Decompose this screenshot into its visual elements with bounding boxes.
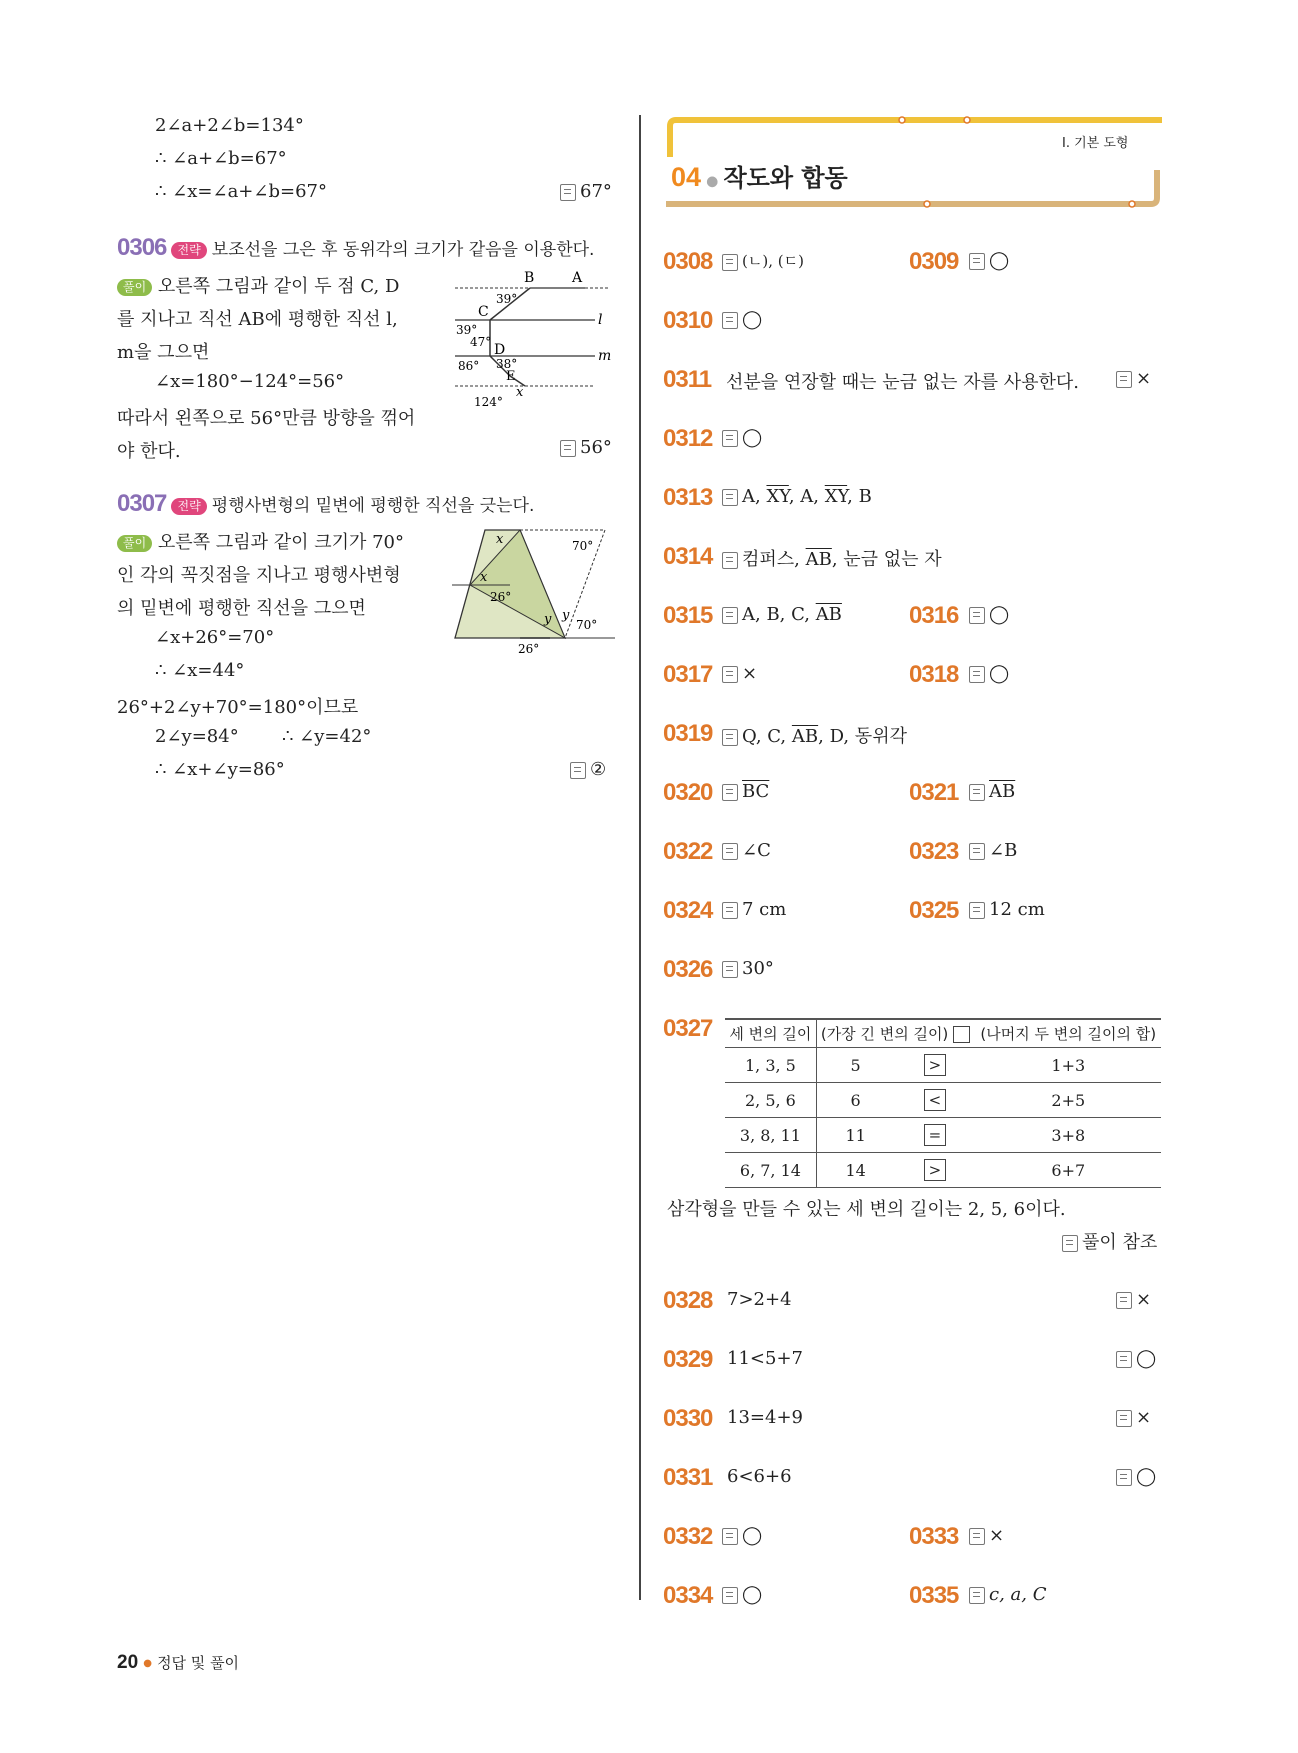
answer-value: ◯ (742, 427, 763, 448)
table-row (725, 1048, 1161, 1083)
table-row (725, 1118, 1161, 1153)
unit-label: I. 기본 도형 (1062, 136, 1129, 151)
problem-number: 0324 (663, 897, 713, 924)
answer-icon (570, 762, 586, 779)
answer-0332 (722, 1525, 762, 1546)
answer-0324 (722, 899, 786, 920)
answer-value: ② (590, 759, 607, 780)
answer-value: 풀이 참조 (1082, 1232, 1158, 1253)
answer-top (560, 181, 612, 202)
problem-number: 0322 (663, 838, 713, 865)
header-longest (816, 1019, 975, 1048)
solution-text: 오른쪽 그림과 같이 크기가 70° (157, 532, 404, 553)
answer-0321 (969, 781, 1015, 802)
angle-70-top: 70° (572, 539, 594, 553)
problem-number: 0310 (663, 307, 713, 334)
problem-number: 0309 (909, 248, 959, 275)
solution-line: ∴ ∠x+∠y=86° (155, 759, 285, 780)
problem-number: 0317 (663, 661, 713, 688)
inequality-0328: 7>2+4 (727, 1289, 792, 1310)
angle-70-right: 70° (576, 618, 598, 632)
answer-icon (1116, 1351, 1132, 1368)
answer-icon (560, 184, 576, 201)
answer-0306 (560, 437, 612, 458)
inequality-0331: 6<6+6 (727, 1466, 792, 1487)
solution-line: m을 그으면 (117, 342, 210, 363)
chapter-title-row: 04 ● 작도와 합동 (671, 162, 848, 192)
solution-line (117, 528, 404, 554)
answer-0327 (1062, 1228, 1157, 1254)
answer-icon (722, 489, 738, 506)
answer-value: × (1136, 1289, 1152, 1310)
solution-line: 따라서 왼쪽으로 56°만큼 방향을 꺾어 (117, 408, 416, 429)
answer-icon (722, 843, 738, 860)
answer-text: , B (847, 486, 872, 507)
compare-symbol: = (924, 1124, 946, 1146)
segment-label: $\overline{AB}$ (815, 604, 842, 625)
answer-icon (969, 253, 985, 270)
answer-0330 (1116, 1407, 1151, 1428)
angle-39-top: 39° (496, 292, 518, 306)
answer-value: 30° (742, 958, 774, 979)
answer-text: , D, 동위각 (818, 726, 907, 747)
solution-badge: 풀이 (117, 279, 152, 296)
compare-symbol: > (924, 1159, 946, 1181)
answer-icon (1116, 371, 1132, 388)
answer-value: × (1136, 1407, 1152, 1428)
answer-icon (722, 1528, 738, 1545)
problem-number: 0308 (663, 248, 713, 275)
answer-value: ◯ (742, 1584, 763, 1605)
cell-longest: 11 (816, 1118, 894, 1153)
angle-26-bottom: 26° (518, 642, 540, 656)
answer-value: ∠B (989, 840, 1018, 861)
cell-compare (894, 1153, 975, 1188)
answer-0308 (722, 250, 804, 271)
answer-0316 (969, 604, 1009, 625)
chapter-title: 작도와 합동 (723, 164, 848, 192)
answer-icon (1116, 1469, 1132, 1486)
problem-number: 0327 (663, 1015, 713, 1042)
solution-line (117, 272, 399, 298)
answer-0317 (722, 663, 757, 684)
answer-0329 (1116, 1348, 1156, 1369)
label-x-top: x (496, 532, 504, 547)
problem-number: 0320 (663, 779, 713, 806)
answer-icon (722, 312, 738, 329)
answer-icon (969, 1528, 985, 1545)
answer-value: ◯ (989, 663, 1010, 684)
problem-number: 0314 (663, 543, 713, 570)
answer-0331 (1116, 1466, 1156, 1487)
answer-0319 (722, 722, 907, 748)
answer-0325 (969, 899, 1045, 920)
cell-sum: 3+8 (976, 1118, 1161, 1153)
answer-value: ◯ (1136, 1348, 1157, 1369)
answer-text: Q, C, (742, 726, 792, 747)
compare-symbol: < (924, 1089, 946, 1111)
answer-value: ◯ (742, 309, 763, 330)
label-m: m (598, 348, 612, 364)
answer-text: A, (742, 486, 767, 507)
segment-label: $\overline{AB}$ (805, 549, 832, 570)
answer-value: ◯ (989, 604, 1010, 625)
label-l: l (598, 312, 603, 328)
segment-label: $\overline{XY}$ (766, 486, 789, 507)
angle-39-left: 39° (456, 323, 478, 337)
problem-number: 0325 (909, 897, 959, 924)
angle-26-mid: 26° (490, 590, 512, 604)
answer-0323 (969, 840, 1017, 861)
problem-0307-header (117, 490, 534, 518)
answer-0333 (969, 1525, 1004, 1546)
cell-longest: 14 (816, 1153, 894, 1188)
answer-value: 12 cm (989, 899, 1045, 920)
answer-0334 (722, 1584, 762, 1605)
segment-label: $\overline{AB}$ (989, 781, 1016, 802)
answer-icon (969, 666, 985, 683)
problem-number: 0333 (909, 1523, 959, 1550)
angle-86: 86° (458, 359, 480, 373)
answer-icon (722, 552, 738, 569)
answer-icon (722, 784, 738, 801)
problem-number: 0323 (909, 838, 959, 865)
angle-47: 47° (470, 335, 492, 349)
problem-number: 0330 (663, 1405, 713, 1432)
inequality-0330: 13=4+9 (727, 1407, 803, 1428)
cell-longest: 5 (816, 1048, 894, 1083)
answer-value: 7 cm (742, 899, 787, 920)
page-number: 20 (117, 1652, 139, 1673)
table-row (725, 1083, 1161, 1118)
answer-value: 56° (580, 437, 612, 458)
answer-text: , A, (788, 486, 825, 507)
table-row (725, 1153, 1161, 1188)
answer-icon (722, 607, 738, 624)
answer-value: × (1136, 368, 1152, 389)
label-E: E (506, 369, 516, 384)
answer-0312 (722, 427, 762, 448)
problem-number: 0319 (663, 720, 713, 747)
answer-0335 (969, 1584, 1046, 1605)
header-text: (가장 긴 변의 길이) (820, 1025, 949, 1043)
answer-icon (722, 961, 738, 978)
answer-icon (969, 843, 985, 860)
problem-number: 0329 (663, 1346, 713, 1373)
answer-0318 (969, 663, 1009, 684)
solution-line: ∴ ∠y=42° (282, 726, 372, 747)
inequality-0329: 11<5+7 (727, 1348, 803, 1369)
answer-0320 (722, 781, 769, 802)
compare-symbol: > (924, 1054, 946, 1076)
header-sides: 세 변의 길이 (725, 1019, 816, 1048)
problem-number: 0311 (663, 366, 712, 393)
answer-icon (969, 607, 985, 624)
solution-line: 인 각의 꼭짓점을 지나고 평행사변형 (117, 565, 401, 586)
answer-value: 67° (580, 181, 612, 202)
header-sum: (나머지 두 변의 길이의 합) (976, 1019, 1161, 1048)
answer-icon (560, 440, 576, 457)
problem-number: 0313 (663, 484, 713, 511)
strategy-badge: 전략 (171, 498, 206, 515)
angle-124: 124° (474, 395, 503, 409)
cell-longest: 6 (816, 1083, 894, 1118)
answer-0311 (1116, 368, 1151, 389)
answer-icon (722, 729, 738, 746)
footer-label: 정답 및 풀이 (157, 1654, 240, 1672)
solution-line: 의 밑변에 평행한 직선을 그으면 (117, 598, 366, 619)
figure-0307 (450, 525, 620, 660)
equation-line: 2∠a+2∠b=134° (155, 115, 304, 136)
answer-value: × (742, 663, 758, 684)
answer-icon (722, 430, 738, 447)
triangle-condition-table (725, 1018, 1161, 1188)
solution-text: 오른쪽 그림과 같이 두 점 C, D (157, 276, 400, 297)
answer-icon (969, 902, 985, 919)
label-B: B (524, 270, 535, 286)
cell-sum: 1+3 (976, 1048, 1161, 1083)
problem-number: 0321 (909, 779, 959, 806)
problem-number: 0328 (663, 1287, 713, 1314)
answer-0307 (570, 759, 606, 780)
answer-0310 (722, 309, 762, 330)
answer-icon (969, 784, 985, 801)
answer-icon (1116, 1292, 1132, 1309)
conclusion-0327: 삼각형을 만들 수 있는 세 변의 길이는 2, 5, 6이다. (667, 1199, 1066, 1220)
problem-number: 0315 (663, 602, 713, 629)
answer-text: 컴퍼스, (742, 549, 806, 570)
cell-compare (894, 1118, 975, 1153)
problem-number: 0331 (663, 1464, 713, 1491)
segment-label: $\overline{XY}$ (824, 486, 848, 507)
answer-0328 (1116, 1289, 1151, 1310)
problem-number: 0332 (663, 1523, 713, 1550)
answer-value: c, a, C (989, 1584, 1047, 1605)
answer-value: ∠C (742, 840, 771, 861)
label-C: C (478, 304, 489, 320)
answer-value: ◯ (1136, 1466, 1157, 1487)
strategy-text: 평행사변형의 밑변에 평행한 직선을 긋는다. (211, 496, 535, 516)
solution-line: 야 한다. (117, 441, 181, 462)
cell-sides: 6, 7, 14 (725, 1153, 816, 1188)
equation-line: ∴ ∠x=∠a+∠b=67° (155, 181, 327, 202)
answer-0309 (969, 250, 1009, 271)
solution-badge: 풀이 (117, 535, 152, 552)
cell-sides: 3, 8, 11 (725, 1118, 816, 1153)
answer-icon (722, 902, 738, 919)
answer-icon (722, 1587, 738, 1604)
problem-number: 0306 (117, 234, 167, 261)
answer-value: (ㄴ), (ㄷ) (742, 252, 804, 270)
answer-0326 (722, 958, 774, 979)
solution-line: ∠x+26°=70° (155, 627, 275, 648)
solution-line: 2∠y=84° (155, 726, 239, 747)
equation-line: ∴ ∠a+∠b=67° (155, 148, 287, 169)
answer-value: × (989, 1525, 1005, 1546)
answer-icon (1062, 1235, 1078, 1252)
page-footer: 20 ● 정답 및 풀이 (117, 1652, 240, 1673)
cell-compare (894, 1083, 975, 1118)
cell-compare (894, 1048, 975, 1083)
solution-line: 26°+2∠y+70°=180°이므로 (117, 697, 359, 718)
figure-0306 (450, 268, 620, 418)
cell-sides: 1, 3, 5 (725, 1048, 816, 1083)
cell-sum: 2+5 (976, 1083, 1161, 1118)
problem-0306-header (117, 234, 594, 262)
segment-label: $\overline{BC}$ (742, 781, 770, 802)
answer-value: ◯ (742, 1525, 763, 1546)
problem-number: 0334 (663, 1582, 713, 1609)
answer-value: ◯ (989, 250, 1010, 271)
answer-text: , 눈금 없는 자 (831, 549, 942, 570)
answer-0315 (722, 604, 842, 625)
angle-38: 38° (496, 357, 518, 371)
problem-number: 0335 (909, 1582, 959, 1609)
problem-number: 0307 (117, 490, 167, 517)
column-divider (639, 115, 641, 1600)
problem-number: 0316 (909, 602, 959, 629)
answer-0313 (722, 486, 872, 507)
label-x-left: x (480, 570, 488, 585)
blank-box (953, 1026, 970, 1043)
problem-number: 0326 (663, 956, 713, 983)
solution-line: ∠x=180°−124°=56° (155, 371, 345, 392)
segment-label: $\overline{AB}$ (791, 726, 819, 747)
solution-line: 를 지나고 직선 AB에 평행한 직선 l, (117, 309, 398, 330)
label-D: D (494, 342, 506, 358)
answer-icon (722, 254, 738, 271)
strategy-text: 보조선을 그은 후 동위각의 크기가 같음을 이용한다. (211, 240, 595, 260)
answer-icon (969, 1587, 985, 1604)
label-y-right: y (562, 608, 570, 623)
answer-0322 (722, 840, 771, 861)
answer-text: A, B, C, (742, 604, 816, 625)
label-y-left: y (544, 612, 552, 627)
strategy-badge: 전략 (171, 242, 206, 259)
problem-number: 0312 (663, 425, 713, 452)
label-x: x (516, 385, 524, 400)
cell-sum: 6+7 (976, 1153, 1161, 1188)
answer-icon (722, 666, 738, 683)
cell-sides: 2, 5, 6 (725, 1083, 816, 1118)
label-A: A (572, 270, 583, 286)
answer-icon (1116, 1410, 1132, 1427)
problem-number: 0318 (909, 661, 959, 688)
chapter-number: 04 (671, 162, 702, 192)
solution-line: ∴ ∠x=44° (155, 660, 245, 681)
statement-0311: 선분을 연장할 때는 눈금 없는 자를 사용한다. (726, 372, 1080, 393)
answer-0314 (722, 545, 942, 571)
